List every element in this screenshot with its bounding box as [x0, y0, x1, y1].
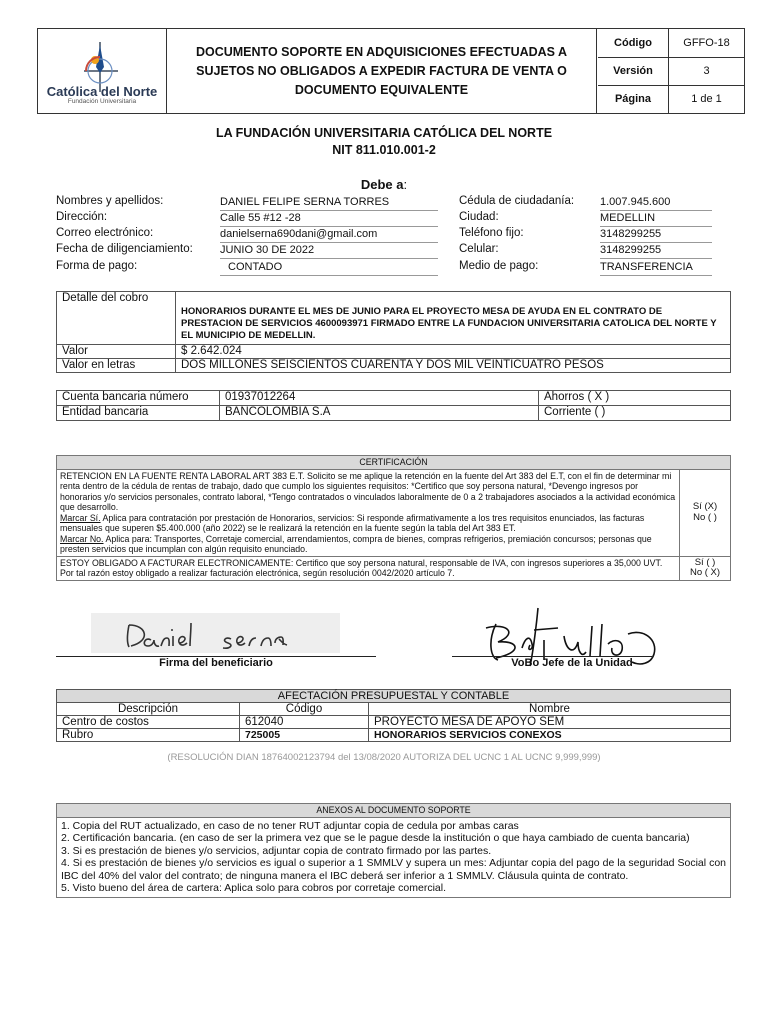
ciudad-label: Ciudad:	[459, 211, 499, 223]
marcar-no-text: Aplica para: Transportes, Corretaje comercial, arrendamientos, compra de bienes, compras refrigerios, premiación concursos; personas que presten servicios que incumplan con algún requisito enunciado.	[60, 533, 652, 554]
facturacion-text: ESTOY OBLIGADO A FACTURAR ELECTRONICAMENTE: Certifico que soy persona natural, responsable de IVA, con ingresos superiores a 35,000 UVT. Por tal razón estoy obligado a realizar facturación electrónica, según resolución 0042/2020 artículo 7.	[57, 556, 680, 580]
cedula-field[interactable]: 1.007.945.600	[600, 195, 712, 211]
marcar-no-label: Marcar No.	[60, 533, 104, 544]
telefono-label: Teléfono fijo:	[459, 227, 524, 239]
entidad-label: Entidad bancaria	[57, 406, 220, 421]
meta-codigo	[598, 29, 744, 58]
retencion-options	[680, 469, 731, 556]
codigo-value: GFFO-18	[683, 37, 730, 49]
retencion-no-option[interactable]: No ( )	[693, 511, 717, 523]
nombres-label: Nombres y apellidos:	[56, 195, 164, 207]
retencion-si-option[interactable]: Sí (X)	[692, 501, 718, 512]
bank-table	[56, 390, 731, 421]
cobro-table	[56, 291, 731, 373]
valor-label: Valor	[57, 345, 176, 359]
rubro-codigo[interactable]: 725005	[240, 729, 369, 742]
logo	[38, 29, 167, 113]
table-row	[57, 729, 731, 742]
list-item: 2. Certificación bancaria. (en caso de ser la primera vez que se le pague desde la institución o que haya cambiado de cuenta bancaria)	[61, 832, 690, 844]
centro-costos-nombre[interactable]: PROYECTO MESA DE APOYO SEM	[369, 716, 731, 729]
rubro-nombre[interactable]: HONORARIOS SERVICIOS CONEXOS	[369, 729, 731, 742]
afectacion-header-nombre: Nombre	[369, 703, 731, 716]
beneficiary-signature	[91, 613, 340, 653]
correo-field[interactable]: danielserna690dani@gmail.com	[220, 227, 438, 243]
fecha-label: Fecha de diligenciamiento:	[56, 243, 193, 255]
version-value: 3	[703, 65, 710, 77]
list-item: 1. Copia del RUT actualizado, en caso de no tener RUT adjuntar copia de cedula por ambas caras	[61, 819, 519, 832]
debe-a-heading	[0, 177, 768, 192]
cedula-label: Cédula de ciudadanía:	[459, 195, 575, 207]
anexos-table	[56, 803, 731, 898]
resolucion-note: (RESOLUCIÓN DIAN 18764002123794 del 13/08/2020 AUTORIZA DEL UCNC 1 AL UCNC 9,999,999)	[167, 752, 601, 763]
direccion-field[interactable]: Calle 55 #12 -28	[220, 211, 438, 227]
marcar-si-text: Aplica para contratación por prestación de Honorarios, servicios: Si responde afirmativamente a los tres requisitos enunciados, las facturas mensuales que superen $5.400.000 (año 2022) se le realizará la retención en la fuente según la tabla del Art 383 ET.	[60, 512, 645, 533]
institution-name: LA FUNDACIÓN UNIVERSITARIA CATÓLICA DEL NORTE	[215, 126, 553, 140]
marcar-si-label: Marcar Sí.	[60, 512, 101, 523]
firma-beneficiario-label: Firma del beneficiario	[159, 657, 273, 669]
celular-field[interactable]: 3148299255	[600, 243, 712, 259]
anexos-list	[57, 817, 731, 897]
afectacion-header-codigo: Código	[240, 703, 369, 716]
list-item: 4. Si es prestación de bienes y/o servicios es igual o superior a 1 SMMLV y supera un mes: Adjuntar copia del pago de la seguridad Social con IBC del 40% del valor del contrato; de ninguna manera el IBC deberá ser inferior a 1 SMMLV. Cláusula quinta de contrato.	[61, 857, 726, 882]
certificacion-title: CERTIFICACIÓN	[57, 456, 731, 470]
meta-pagina	[598, 85, 744, 113]
retencion-paragraph: RETENCION EN LA FUENTE RENTA LABORAL ART 383 E.T. Solicito se me aplique la retención en la fuente del Art 383 del E.T, con el fin de determinar mi renta dentro de la cédula de rentas de trabajo, dado que cumplo los siguientes requisitos: *Certifico que soy persona natural, *Devengo ingresos por honorarios y/o servicios personales, contrato laboral, *Tengo contratados o vinculados laboralmente de 0 a 2 trabajadores asociados a la actividad económica que desarrollo.	[60, 470, 676, 512]
celular-label: Celular:	[459, 243, 499, 255]
detalle-value[interactable]: HONORARIOS DURANTE EL MES DE JUNIO PARA EL PROYECTO MESA DE AYUDA EN EL CONTRATO DE PRESTACION DE SERVICIOS 4600093971 FIRMADO ENTRE LA FUNDACION UNIVERSITARIA CATOLICA DEL NORTE Y EL MUNICIPIO DE MEDELLIN.	[176, 292, 731, 345]
list-item: 5. Visto bueno del área de cartera: Aplica solo para cobros por corretaje comercial.	[61, 882, 447, 894]
centro-costos-codigo[interactable]: 612040	[240, 716, 369, 729]
retencion-text	[57, 469, 680, 556]
logo-text: Católica del Norte	[46, 84, 158, 99]
forma-pago-label: Forma de pago:	[56, 260, 138, 272]
table-row	[57, 716, 731, 729]
institution-nit: NIT 811.010.001-2	[332, 143, 436, 157]
ciudad-field[interactable]: MEDELLIN	[600, 211, 712, 227]
telefono-field[interactable]: 3148299255	[600, 227, 712, 243]
ahorros-option[interactable]: Ahorros ( X )	[539, 391, 731, 406]
nombres-field[interactable]: DANIEL FELIPE SERNA TORRES	[220, 195, 438, 211]
logo-subtext: Fundación Universitaria	[67, 98, 137, 105]
rubro-label: Rubro	[57, 729, 240, 742]
anexos-title: ANEXOS AL DOCUMENTO SOPORTE	[57, 804, 731, 818]
centro-costos-label: Centro de costos	[57, 716, 240, 729]
facturacion-no-option[interactable]: No ( X)	[689, 567, 721, 578]
debe-a-colon: :	[403, 177, 408, 192]
list-item: 3. Si es prestación de bienes y/o servicios, adjuntar copia de contrato firmado por las partes.	[61, 844, 492, 857]
valor-letras-label: Valor en letras	[57, 359, 176, 373]
cuenta-label: Cuenta bancaria número	[57, 391, 220, 406]
version-label: Versión	[598, 57, 669, 85]
entidad-value[interactable]: BANCOLOMBIA S.A	[220, 406, 539, 421]
correo-label: Correo electrónico:	[56, 227, 154, 239]
valor-letras-value[interactable]: DOS MILLONES SEISCIENTOS CUARENTA Y DOS MIL VEINTICUATRO PESOS	[176, 359, 731, 373]
facturacion-options	[680, 556, 731, 580]
detalle-label: Detalle del cobro	[57, 292, 176, 345]
direccion-label: Dirección:	[56, 211, 108, 223]
document-title: DOCUMENTO SOPORTE EN ADQUISICIONES EFECTUADAS A SUJETOS NO OBLIGADOS A EXPEDIR FACTURA DE VENTA O DOCUMENTO EQUIVALENTE	[167, 29, 597, 113]
corriente-option[interactable]: Corriente ( )	[539, 406, 731, 421]
meta-version	[598, 57, 744, 86]
medio-pago-label: Medio de pago:	[459, 260, 539, 272]
facturacion-si-option[interactable]: Sí ( )	[694, 556, 716, 568]
codigo-label: Código	[598, 29, 669, 57]
beneficiary-signature-image	[91, 613, 340, 653]
afectacion-title: AFECTACIÓN PRESUPUESTAL Y CONTABLE	[57, 690, 731, 703]
afectacion-header-descripcion: Descripción	[57, 703, 240, 716]
certificacion-table	[56, 455, 731, 581]
afectacion-table	[56, 689, 731, 742]
vobo-label: VoBo Jefe de la Unidad	[511, 657, 633, 669]
document-meta	[598, 29, 744, 113]
fecha-field[interactable]: JUNIO 30 DE 2022	[220, 243, 438, 259]
medio-pago-field[interactable]: TRANSFERENCIA	[600, 260, 712, 276]
pagina-value: 1 de 1	[691, 93, 722, 105]
forma-pago-field[interactable]: CONTADO	[220, 260, 438, 276]
cuenta-value[interactable]: 01937012264	[220, 391, 539, 406]
valor-value[interactable]: $ 2.642.024	[176, 345, 731, 359]
debe-a-label: Debe a	[360, 177, 404, 192]
document-header	[37, 28, 745, 114]
pagina-label: Página	[598, 85, 669, 113]
